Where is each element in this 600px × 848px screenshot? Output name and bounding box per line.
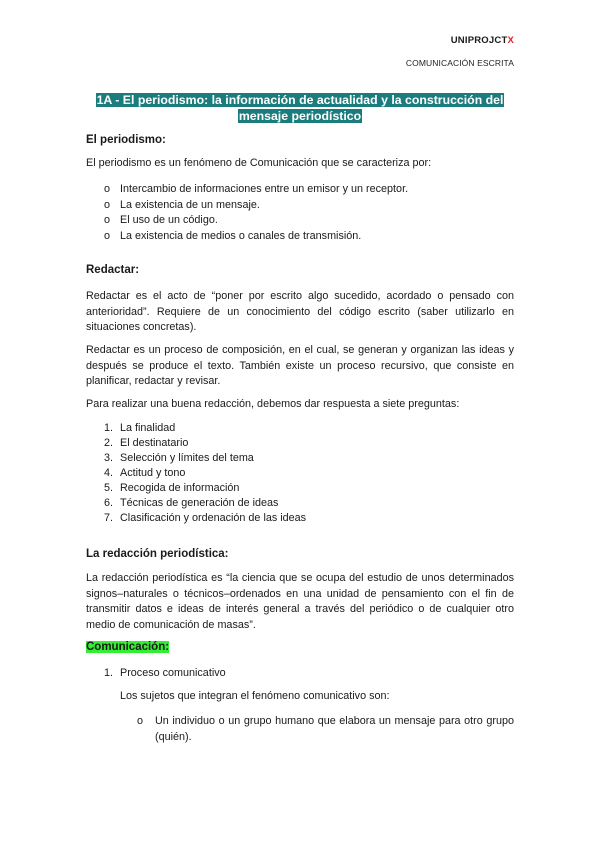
redactar-paragraph-3: Para realizar una buena redacción, debemos dar respuesta a siete preguntas: xyxy=(86,398,460,410)
bullet-marker: o xyxy=(104,214,111,226)
redactar-paragraph-1: Redactar es el acto de “poner por escrito algo sucedido, acordado o pensado con anterioridad”. Requiere de un conocimiento del código escrito (saber utilizarlo en situaciones concretas). xyxy=(86,290,514,333)
bullet-marker: o xyxy=(137,715,144,727)
heading-redactar: Redactar: xyxy=(86,264,140,276)
redactar-paragraph-2: Redactar es un proceso de composición, en el cual, se generan y organizan las ideas y después se produce el texto. También existe un proceso recursivo, que consiste en planificar, redactar y revisar. xyxy=(86,344,514,387)
heading-redaccion-periodistica: La redacción periodística: xyxy=(86,548,229,560)
list-item: 1. Proceso comunicativo xyxy=(104,667,226,679)
sujetos-list xyxy=(137,714,514,745)
brand-logo xyxy=(451,35,514,46)
sujetos-intro: Los sujetos que integran el fenómeno comunicativo son: xyxy=(120,690,390,702)
list-item: o Intercambio de informaciones entre un emisor y un receptor. xyxy=(86,182,408,198)
preguntas-list xyxy=(86,421,306,526)
list-item: 3. Selección y límites del tema xyxy=(104,452,254,464)
list-item: 1. La finalidad xyxy=(104,422,176,434)
title-line-2: mensaje periodístico xyxy=(238,109,362,123)
bullet-marker: o xyxy=(104,229,111,242)
periodismo-list xyxy=(86,182,408,244)
heading-periodismo: El periodismo: xyxy=(86,134,166,146)
list-item: 2. El destinatario xyxy=(104,437,189,449)
list-item: o El uso de un código. xyxy=(86,213,408,229)
heading-comunicacion xyxy=(86,641,169,653)
list-item: 7. Clasificación y ordenación de las ideas xyxy=(104,512,307,524)
list-item: o Un individuo o un grupo humano que elabora un mensaje para otro grupo (quién). xyxy=(137,715,514,743)
list-item: 5. Recogida de información xyxy=(104,482,240,494)
brand-accent: X xyxy=(507,35,514,46)
bullet-marker: o xyxy=(104,198,111,211)
bullet-marker: o xyxy=(104,183,111,195)
list-item: 4. Actitud y tono xyxy=(104,467,186,479)
list-item: 6. Técnicas de generación de ideas xyxy=(104,497,279,509)
title-line-1: 1A - El periodismo: la información de actualidad y la construcción del xyxy=(96,93,504,107)
brand-name: UNIPROJCT xyxy=(450,35,508,46)
comunicacion-list xyxy=(86,666,226,681)
document-title xyxy=(86,92,514,124)
highlighted-heading: Comunicación: xyxy=(86,641,170,653)
list-item: o La existencia de un mensaje. xyxy=(86,198,408,214)
list-item: o La existencia de medios o canales de transmisión. xyxy=(86,229,408,245)
periodismo-intro: El periodismo es un fenómeno de Comunicación que se caracteriza por: xyxy=(86,157,432,169)
header-subtitle: COMUNICACIÓN ESCRITA xyxy=(405,58,514,68)
redaccion-paragraph: La redacción periodística es “la ciencia que se ocupa del estudio de unos determinados signos–naturales o técnicos–ordenados en una unidad de pensamiento con el fin de transmitir datos e ideas de interés general a través del periódico o de cualquier otro medio de comunicación de masas”. xyxy=(86,572,514,631)
